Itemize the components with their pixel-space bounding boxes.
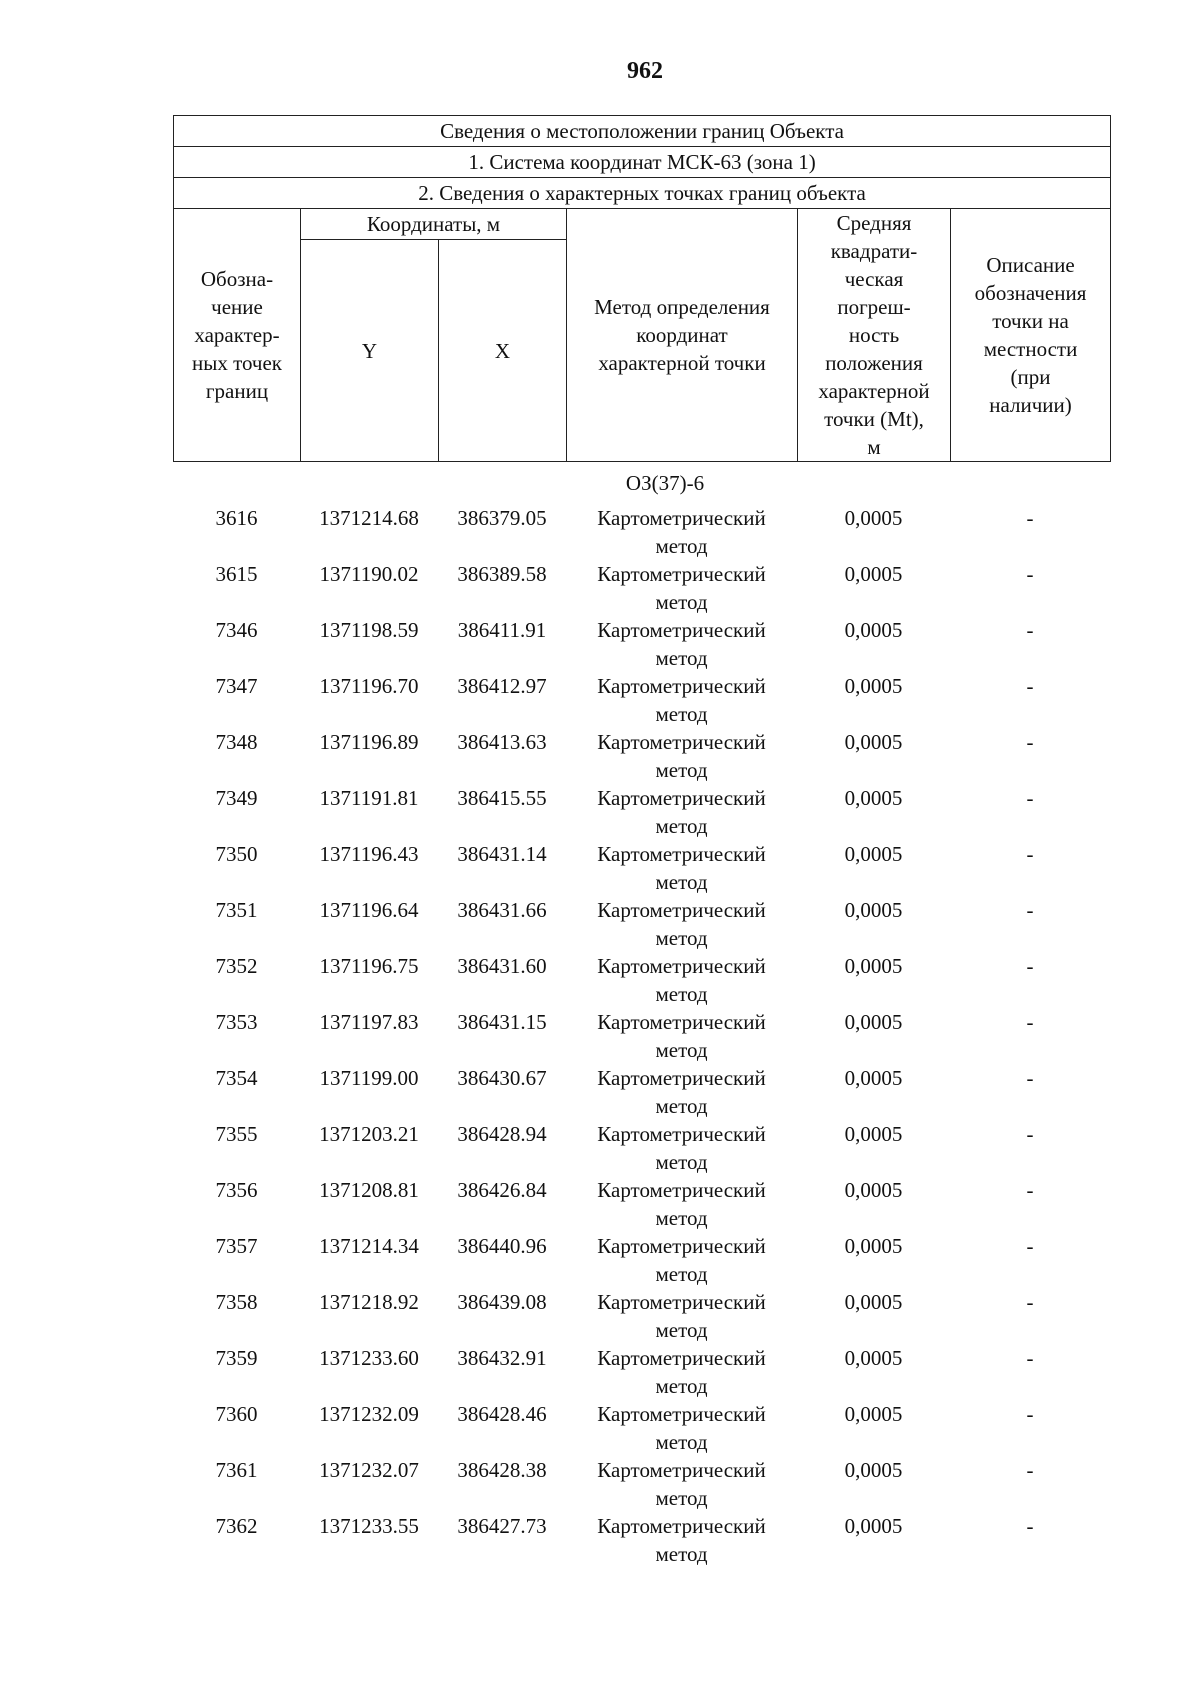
cell-point: 7348 [215, 730, 258, 754]
cell-y: 1371196.89 [319, 730, 419, 754]
method-line: метод [655, 702, 708, 726]
table-row [173, 1064, 1110, 1120]
header-table [173, 115, 1111, 462]
cell-error: 0,0005 [844, 1234, 903, 1258]
cell-error: 0,0005 [844, 1346, 903, 1370]
cell-error: 0,0005 [844, 842, 903, 866]
cell-desc: - [1026, 1290, 1034, 1314]
col-header-desc [951, 209, 1111, 462]
cell-error: 0,0005 [844, 506, 903, 530]
method-line: Картометрический [597, 1234, 766, 1258]
page-number: 962 [627, 58, 663, 84]
cell-error: 0,0005 [844, 1122, 903, 1146]
cell-y: 1371208.81 [319, 1178, 419, 1202]
header-coord-system: 1. Система координат МСК-63 (зона 1) [174, 147, 1111, 178]
cell-error: 0,0005 [844, 1514, 903, 1538]
table-row [173, 504, 1110, 560]
cell-desc: - [1026, 562, 1034, 586]
cell-method [566, 728, 797, 784]
cell-desc: - [1026, 1010, 1034, 1034]
col-desc-line: Описание [986, 253, 1075, 277]
cell-x: 386431.60 [457, 954, 547, 978]
col-desc-line: точки на [992, 309, 1069, 333]
cell-x: 386379.05 [457, 506, 547, 530]
cell-desc: - [1026, 1122, 1034, 1146]
col-header-coords: Координаты, м [301, 209, 567, 240]
cell-x: 386411.91 [457, 618, 547, 642]
method-line: метод [655, 1318, 708, 1342]
cell-point: 7360 [215, 1402, 258, 1426]
table-row [173, 1512, 1110, 1568]
col-point-line: характер- [194, 323, 280, 347]
cell-x: 386431.66 [457, 898, 547, 922]
col-error-line: Средняя [836, 211, 912, 235]
col-desc-line: (при [1010, 365, 1051, 389]
cell-x: 386430.67 [457, 1066, 547, 1090]
col-header-method [567, 209, 798, 462]
cell-method [566, 616, 797, 672]
cell-y: 1371197.83 [319, 1010, 419, 1034]
col-error-line: точки (Mt), [824, 407, 924, 431]
table-row [173, 1120, 1110, 1176]
method-line: метод [655, 1038, 708, 1062]
method-line: метод [655, 1150, 708, 1174]
col-header-x: X [439, 240, 567, 462]
col-error-line: погреш- [837, 295, 911, 319]
cell-desc: - [1026, 842, 1034, 866]
cell-desc: - [1026, 618, 1034, 642]
cell-point: 7352 [215, 954, 258, 978]
section-label: ОЗ(37)-6 [625, 471, 705, 495]
cell-method [566, 1064, 797, 1120]
cell-error: 0,0005 [844, 786, 903, 810]
col-error-line: положения [825, 351, 923, 375]
coordinates-table [173, 504, 1110, 1568]
method-line: Картометрический [597, 1402, 766, 1426]
cell-point: 7350 [215, 842, 258, 866]
cell-y: 1371196.70 [319, 674, 419, 698]
col-desc-line: местности [983, 337, 1078, 361]
cell-y: 1371196.64 [319, 898, 419, 922]
method-line: метод [655, 926, 708, 950]
cell-error: 0,0005 [844, 1290, 903, 1314]
method-line: метод [655, 758, 708, 782]
cell-point: 3615 [215, 562, 258, 586]
method-line: метод [655, 590, 708, 614]
cell-y: 1371203.21 [319, 1122, 419, 1146]
cell-desc: - [1026, 1234, 1034, 1258]
cell-method [566, 1120, 797, 1176]
cell-x: 386426.84 [457, 1178, 547, 1202]
cell-point: 7362 [215, 1514, 258, 1538]
cell-point: 7346 [215, 618, 258, 642]
cell-desc: - [1026, 674, 1034, 698]
cell-desc: - [1026, 506, 1034, 530]
cell-y: 1371199.00 [319, 1066, 419, 1090]
cell-method [566, 896, 797, 952]
col-point-line: границ [205, 379, 269, 403]
cell-method [566, 1344, 797, 1400]
method-line: метод [655, 982, 708, 1006]
cell-method [566, 1512, 797, 1568]
boundary-sheet [173, 115, 1110, 1568]
method-line: Картометрический [597, 730, 766, 754]
cell-y: 1371214.68 [319, 506, 419, 530]
cell-desc: - [1026, 1066, 1034, 1090]
coordinates-rows [173, 504, 1110, 1568]
cell-method [566, 1176, 797, 1232]
cell-method [566, 1288, 797, 1344]
method-line: метод [655, 1262, 708, 1286]
table-row [173, 1176, 1110, 1232]
cell-method [566, 560, 797, 616]
method-line: метод [655, 1486, 708, 1510]
table-row [173, 560, 1110, 616]
cell-error: 0,0005 [844, 562, 903, 586]
cell-x: 386432.91 [457, 1346, 547, 1370]
cell-error: 0,0005 [844, 1458, 903, 1482]
col-method-line: координат [636, 323, 728, 347]
cell-desc: - [1026, 1346, 1034, 1370]
cell-error: 0,0005 [844, 1402, 903, 1426]
method-line: метод [655, 534, 708, 558]
cell-y: 1371214.34 [319, 1234, 419, 1258]
method-line: метод [655, 814, 708, 838]
cell-method [566, 672, 797, 728]
col-error-line: м [867, 435, 881, 459]
cell-method [566, 504, 797, 560]
col-error-line: ческая [844, 267, 904, 291]
table-row [173, 1288, 1110, 1344]
col-point-line: Обозна- [200, 267, 274, 291]
cell-y: 1371232.09 [319, 1402, 419, 1426]
method-line: Картометрический [597, 1346, 766, 1370]
cell-x: 386439.08 [457, 1290, 547, 1314]
method-line: Картометрический [597, 898, 766, 922]
method-line: Картометрический [597, 674, 766, 698]
method-line: Картометрический [597, 1066, 766, 1090]
cell-method [566, 1400, 797, 1456]
method-line: Картометрический [597, 506, 766, 530]
col-method-line: характерной точки [598, 351, 766, 375]
table-row [173, 672, 1110, 728]
method-line: Картометрический [597, 562, 766, 586]
table-row [173, 1232, 1110, 1288]
cell-point: 7353 [215, 1010, 258, 1034]
method-line: Картометрический [597, 786, 766, 810]
col-header-error [798, 209, 951, 462]
method-line: Картометрический [597, 1290, 766, 1314]
cell-error: 0,0005 [844, 1178, 903, 1202]
header-title: Сведения о местоположении границ Объекта [174, 116, 1111, 147]
cell-x: 386428.38 [457, 1458, 547, 1482]
cell-error: 0,0005 [844, 954, 903, 978]
cell-point: 7361 [215, 1458, 258, 1482]
cell-point: 7354 [215, 1066, 258, 1090]
table-row [173, 1456, 1110, 1512]
method-line: Картометрический [597, 842, 766, 866]
cell-desc: - [1026, 786, 1034, 810]
method-line: метод [655, 1430, 708, 1454]
cell-y: 1371218.92 [319, 1290, 419, 1314]
cell-desc: - [1026, 1178, 1034, 1202]
cell-desc: - [1026, 898, 1034, 922]
table-row [173, 952, 1110, 1008]
cell-point: 7358 [215, 1290, 258, 1314]
method-line: Картометрический [597, 954, 766, 978]
cell-y: 1371196.43 [319, 842, 419, 866]
cell-point: 7347 [215, 674, 258, 698]
cell-x: 386431.15 [457, 1010, 547, 1034]
method-line: метод [655, 646, 708, 670]
table-row [173, 896, 1110, 952]
cell-method [566, 1008, 797, 1064]
cell-method [566, 952, 797, 1008]
cell-x: 386440.96 [457, 1234, 547, 1258]
cell-desc: - [1026, 730, 1034, 754]
method-line: метод [655, 870, 708, 894]
cell-y: 1371191.81 [319, 786, 419, 810]
cell-x: 386428.94 [457, 1122, 547, 1146]
table-row [173, 1344, 1110, 1400]
cell-point: 3616 [215, 506, 258, 530]
col-error-line: ность [848, 323, 900, 347]
cell-desc: - [1026, 1514, 1034, 1538]
cell-x: 386389.58 [457, 562, 547, 586]
col-desc-line: наличии) [989, 393, 1072, 417]
col-point-line: чение [211, 295, 263, 319]
method-line: Картометрический [597, 618, 766, 642]
table-row [173, 784, 1110, 840]
method-line: Картометрический [597, 1514, 766, 1538]
method-line: Картометрический [597, 1122, 766, 1146]
col-header-point [174, 209, 301, 462]
table-row [173, 1008, 1110, 1064]
col-desc-line: обозначения [974, 281, 1087, 305]
cell-error: 0,0005 [844, 674, 903, 698]
header-subtitle: 2. Сведения о характерных точках границ объекта [174, 178, 1111, 209]
method-line: Картометрический [597, 1178, 766, 1202]
cell-y: 1371233.55 [319, 1514, 419, 1538]
cell-point: 7349 [215, 786, 258, 810]
col-error-line: характерной [818, 379, 930, 403]
col-method-line: Метод определения [594, 295, 770, 319]
cell-x: 386413.63 [457, 730, 547, 754]
cell-point: 7359 [215, 1346, 258, 1370]
cell-y: 1371196.75 [319, 954, 419, 978]
cell-method [566, 1456, 797, 1512]
cell-error: 0,0005 [844, 898, 903, 922]
cell-error: 0,0005 [844, 1010, 903, 1034]
cell-method [566, 1232, 797, 1288]
cell-desc: - [1026, 1458, 1034, 1482]
method-line: метод [655, 1094, 708, 1118]
cell-method [566, 784, 797, 840]
method-line: метод [655, 1206, 708, 1230]
method-line: метод [655, 1374, 708, 1398]
method-line: метод [655, 1542, 708, 1566]
cell-desc: - [1026, 1402, 1034, 1426]
table-row [173, 840, 1110, 896]
cell-x: 386431.14 [457, 842, 547, 866]
cell-point: 7356 [215, 1178, 258, 1202]
cell-error: 0,0005 [844, 618, 903, 642]
table-row [173, 616, 1110, 672]
cell-x: 386428.46 [457, 1402, 547, 1426]
method-line: Картометрический [597, 1458, 766, 1482]
col-error-line: квадрати- [830, 239, 918, 263]
cell-desc: - [1026, 954, 1034, 978]
cell-point: 7351 [215, 898, 258, 922]
cell-y: 1371233.60 [319, 1346, 419, 1370]
cell-point: 7355 [215, 1122, 258, 1146]
cell-y: 1371198.59 [319, 618, 419, 642]
cell-method [566, 840, 797, 896]
method-line: Картометрический [597, 1010, 766, 1034]
cell-x: 386412.97 [457, 674, 547, 698]
cell-y: 1371190.02 [319, 562, 419, 586]
col-point-line: ных точек [191, 351, 283, 375]
cell-y: 1371232.07 [319, 1458, 419, 1482]
cell-error: 0,0005 [844, 730, 903, 754]
col-header-y: Y [301, 240, 439, 462]
table-row [173, 1400, 1110, 1456]
cell-x: 386415.55 [457, 786, 547, 810]
table-row [173, 728, 1110, 784]
cell-error: 0,0005 [844, 1066, 903, 1090]
cell-point: 7357 [215, 1234, 258, 1258]
cell-x: 386427.73 [457, 1514, 547, 1538]
